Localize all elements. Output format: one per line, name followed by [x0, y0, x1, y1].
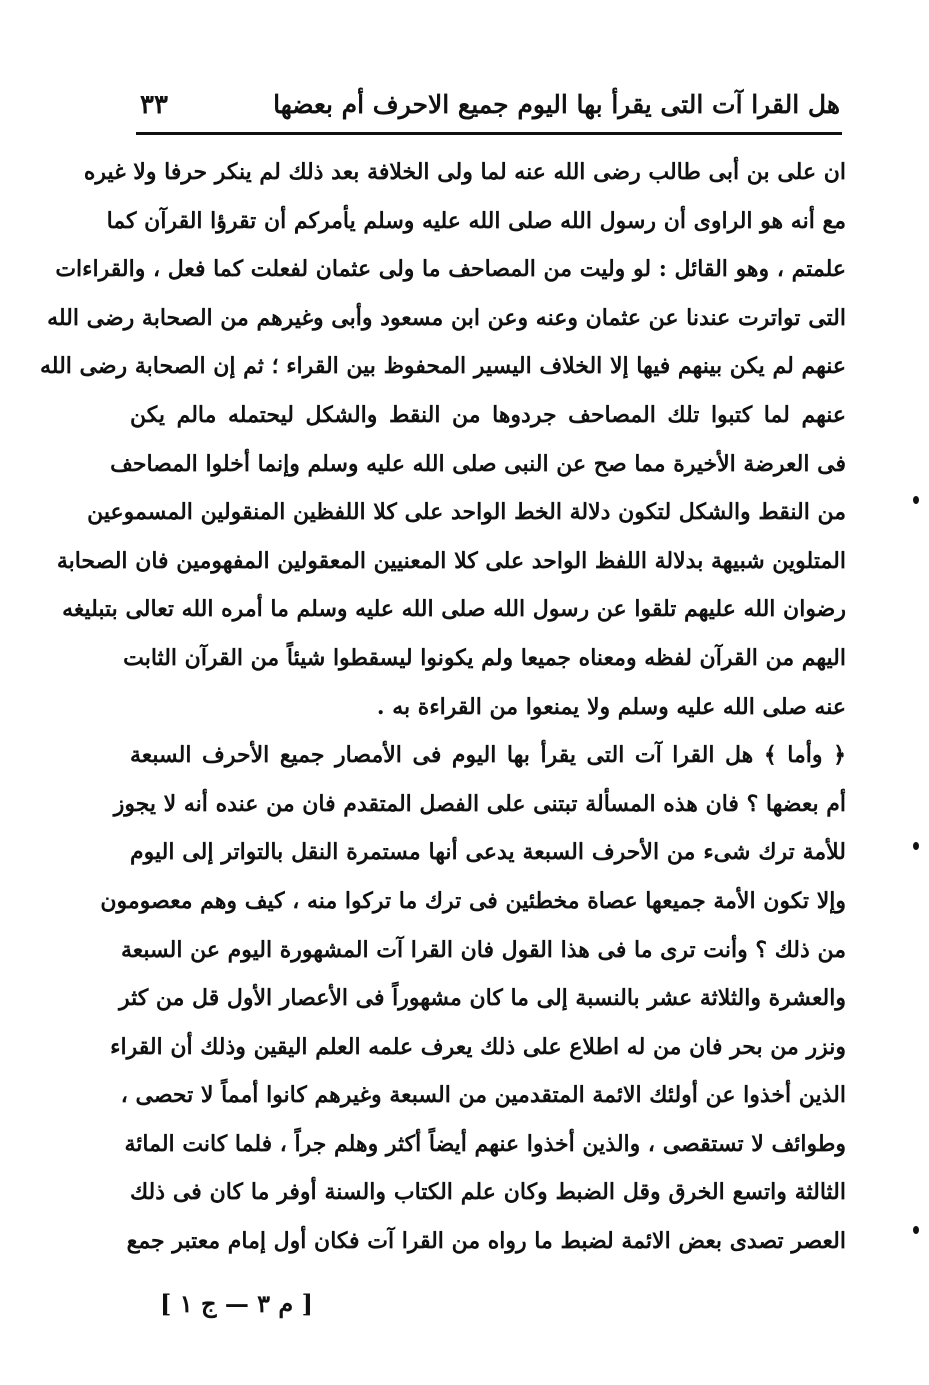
text-line: التى تواترت عندنا عن عثمان وعنه وعن ابن مسعود وأبى وغيرهم من الصحابة رضى الله	[47, 304, 846, 331]
text-line: مع أنه هو الراوى أن رسول الله صلى الله عليه وسلم يأمركم أن تقرؤا القرآن كما	[106, 207, 846, 234]
margin-dot	[913, 1226, 919, 1234]
text-line: والعشرة والثلاثة عشر بالنسبة إلى ما كان مشهوراً فى الأعصار الأول قل من كثر	[118, 985, 846, 1012]
margin-dot	[913, 496, 919, 504]
text-line: المتلوين شبيهة بدلالة اللفظ الواحد على كلا المعنيين المعقولين المفهومين فان الصحابة	[56, 547, 846, 574]
text-line: أم بعضها ؟ فان هذه المسألة تبتنى على الفصل المتقدم فان من عنده أنه لا يجوز	[113, 790, 846, 817]
text-line: من النقط والشكل لتكون دلالة الخط الواحد على كلا اللفظين المنقولين المسموعين	[87, 499, 846, 526]
text-line: عنه صلى الله عليه وسلم ولا يمنعوا من القراءة به .	[376, 693, 846, 720]
text-line: علمتم ، وهو القائل : لو وليت من المصاحف ما ولى عثمان لفعلت كما فعل ، والقراءات	[55, 256, 846, 283]
header-rule	[136, 132, 842, 135]
body-text	[39, 148, 846, 1266]
text-line: العصر تصدى بعض الائمة لضبط ما رواه من القرا آت فكان أول إمام معتبر جمع	[126, 1228, 846, 1255]
running-title: هل القرا آت التى يقرأ بها اليوم جميع الاحرف أم بعضها	[273, 90, 840, 119]
signature-mark: [ م ٣ — ج ١ ]	[160, 1289, 313, 1318]
text-line: ونزر من بحر فان من له اطلاع على ذلك يعرف علمه العلم اليقين وذلك أن القراء	[110, 1033, 846, 1060]
text-line: الذين أخذوا عن أولئك الائمة المتقدمين من السبعة وغيرهم كانوا أمماً لا تحصى ،	[120, 1082, 846, 1109]
text-line: اليهم من القرآن لفظه ومعناه جميعا ولم يكونوا ليسقطوا شيئاً من القرآن الثابت	[123, 644, 846, 671]
text-line: وطوائف لا تستقصى ، والذين أخذوا عنهم أيضاً أكثر وهلم جراً ، فلما كانت المائة	[124, 1130, 846, 1157]
text-line: فى العرضة الأخيرة مما صح عن النبى صلى الله عليه وسلم وإنما أخلوا المصاحف	[110, 450, 846, 477]
text-line: ان على بن أبى طالب رضى الله عنه لما ولى الخلافة بعد ذلك لم ينكر حرفا ولا غيره	[83, 159, 846, 185]
margin-dot	[913, 842, 919, 850]
text-line: ﴿ وأما ﴾ هل القرا آت التى يقرأ بها اليوم فى الأمصار جميع الأحرف السبعة	[130, 742, 846, 769]
text-line: عنهم لم يكن بينهم فيها إلا الخلاف اليسير المحفوظ بين القراء ؛ ثم إن الصحابة رضى الله	[39, 353, 846, 380]
text-line: رضوان الله عليهم تلقوا عن رسول الله صلى الله عليه وسلم ما أمره الله تعالى بتبليغه	[62, 596, 846, 623]
text-line: عنهم لما كتبوا تلك المصاحف جردوها من النقط والشكل ليحتمله مالم يكن	[130, 401, 846, 428]
text-line: للأمة ترك شىء من الأحرف السبعة يدعى أنها مستمرة النقل بالتواتر إلى اليوم	[130, 839, 846, 866]
page-number: ٣٣	[140, 90, 168, 120]
text-line: وإلا تكون الأمة جميعها عصاة مخطئين فى ترك ما تركوا منه ، كيف وهم معصومون	[100, 887, 846, 914]
text-line: من ذلك ؟ وأنت ترى ما فى هذا القول فان القرا آت المشهورة اليوم عن السبعة	[121, 936, 846, 963]
running-header	[140, 84, 840, 134]
text-line: الثالثة واتسع الخرق وقل الضبط وكان علم الكتاب والسنة أوفر ما كان فى ذلك	[130, 1179, 846, 1206]
